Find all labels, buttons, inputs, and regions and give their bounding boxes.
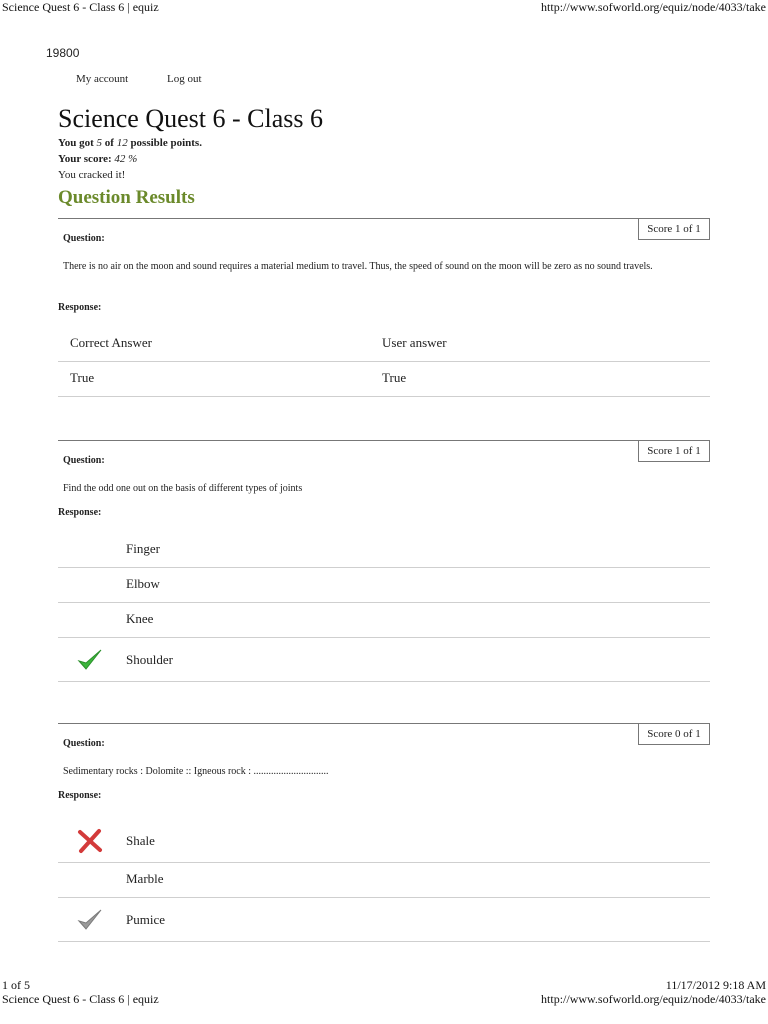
question-text: Find the odd one out on the basis of different types of joints xyxy=(63,483,303,494)
table-header-row xyxy=(58,327,710,362)
print-header xyxy=(0,0,768,14)
option-label: Finger xyxy=(126,541,160,556)
question-label: Question: xyxy=(63,738,105,749)
answer-table xyxy=(58,327,710,397)
cross-icon xyxy=(76,827,104,855)
option-label: Pumice xyxy=(126,912,165,927)
print-header-title: Science Quest 6 - Class 6 | equiz xyxy=(2,0,159,14)
question-result-3 xyxy=(58,723,710,943)
print-footer xyxy=(0,978,768,1024)
table-row xyxy=(58,362,710,397)
print-datetime: 11/17/2012 9:18 AM xyxy=(665,978,766,992)
score-box: Score 0 of 1 xyxy=(638,723,710,745)
check-icon xyxy=(76,906,104,934)
my-account-link[interactable]: My account xyxy=(76,73,129,85)
list-item xyxy=(58,568,710,603)
option-label: Marble xyxy=(126,871,164,886)
score-box: Score 1 of 1 xyxy=(638,440,710,462)
score-line: Your score: 42 % xyxy=(58,153,138,165)
question-label: Question: xyxy=(63,455,105,466)
user-answer-value: True xyxy=(382,370,407,385)
question-results-heading: Question Results xyxy=(58,187,195,208)
response-label: Response: xyxy=(58,507,102,518)
option-list xyxy=(58,819,710,942)
question-text: Sedimentary rocks : Dolomite :: Igneous rock : .............................. xyxy=(63,766,329,777)
points-line: You got 5 of 12 possible points. xyxy=(58,137,202,149)
list-item xyxy=(58,819,710,863)
correct-answer-value: True xyxy=(70,370,95,385)
score-box: Score 1 of 1 xyxy=(638,218,710,240)
divider xyxy=(58,440,638,441)
score-summary xyxy=(58,135,202,183)
question-result-2 xyxy=(58,440,710,680)
page-title: Science Quest 6 - Class 6 xyxy=(58,104,324,133)
question-text: There is no air on the moon and sound requires a material medium to travel. Thus, the speed of sound on the moon will be zero as no sound travels. xyxy=(63,261,653,272)
option-label: Knee xyxy=(126,611,154,626)
check-icon xyxy=(76,646,104,674)
user-links xyxy=(76,73,238,85)
correct-answer-header: Correct Answer xyxy=(70,335,152,350)
site-id: 19800 xyxy=(46,46,80,60)
user-answer-header: User answer xyxy=(382,335,447,350)
response-label: Response: xyxy=(58,302,102,313)
divider xyxy=(58,218,638,219)
result-message: You cracked it! xyxy=(58,169,126,181)
list-item xyxy=(58,603,710,638)
logout-link[interactable]: Log out xyxy=(166,73,202,85)
print-header-url: http://www.sofworld.org/equiz/node/4033/take xyxy=(541,0,766,14)
option-list xyxy=(58,533,710,682)
option-label: Elbow xyxy=(126,576,160,591)
question-label: Question: xyxy=(63,233,105,244)
print-footer-title: Science Quest 6 - Class 6 | equiz xyxy=(2,992,159,1006)
list-item xyxy=(58,898,710,942)
print-footer-url: http://www.sofworld.org/equiz/node/4033/take xyxy=(541,992,766,1006)
list-item xyxy=(58,863,710,898)
list-item xyxy=(58,638,710,682)
divider xyxy=(58,723,638,724)
list-item xyxy=(58,533,710,568)
response-label: Response: xyxy=(58,790,102,801)
option-label: Shale xyxy=(126,833,155,848)
option-label: Shoulder xyxy=(126,652,173,667)
page-number: 1 of 5 xyxy=(2,978,30,992)
question-result-1 xyxy=(58,218,710,398)
